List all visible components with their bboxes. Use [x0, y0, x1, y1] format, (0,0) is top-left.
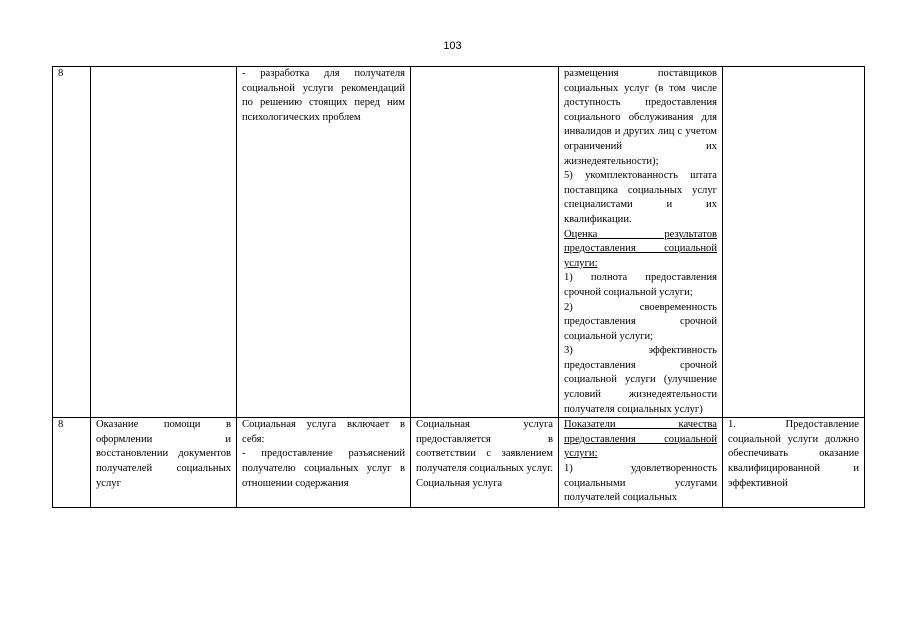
indicator-paragraph: 5) укомплектованность штата поставщика социальных услуг специалистами и их квалификации. — [564, 170, 717, 225]
quality-indicators-cell — [559, 418, 723, 508]
indicator-paragraph: 2) своевременность предоставления срочной социальной услуги; — [564, 301, 717, 342]
requirements-cell: 1. Предоставление социальной услуги должно обеспечивать оказание квалифицированной и эффективной — [723, 418, 865, 508]
row-number-cell: 8 — [53, 418, 91, 508]
indicator-heading: Оценка результатов предоставления социальной услуги: — [564, 228, 717, 269]
service-name-cell — [91, 67, 237, 418]
service-content-cell — [237, 418, 411, 508]
table-row — [53, 67, 865, 418]
indicator-paragraph: размещения поставщиков социальных услуг (в том числе доступность предоставления социального обслуживания для инвалидов и других лиц с учетом ограничений их жизнедеятельности); — [564, 68, 717, 167]
conditions-cell — [411, 67, 559, 418]
content-paragraph: - предоставление разъяснений получателю социальных услуг в отношении содержания — [242, 448, 405, 489]
indicator-heading: Показатели качества предоставления социальной услуги: — [564, 419, 717, 460]
indicator-paragraph: 1) удовлетворенность социальными услугами получателей социальных — [564, 463, 717, 504]
requirements-cell — [723, 67, 865, 418]
quality-indicators-cell — [559, 67, 723, 418]
conditions-cell: Социальная услуга предоставляется в соответствии с заявлением получателя социальных услуг. Социальная услуга — [411, 418, 559, 508]
indicator-paragraph: 3) эффективность предоставления срочной социальной услуги (улучшение условий жизнедеятельности получателя социальных услуг) — [564, 345, 717, 415]
row-number-cell: 8 — [53, 67, 91, 418]
indicator-paragraph: 1) полнота предоставления срочной социальной услуги; — [564, 272, 717, 298]
services-table — [52, 66, 865, 508]
content-paragraph: - разработка для получателя социальной услуги рекомендаций по решению стоящих перед ним психологических проблем — [242, 68, 405, 123]
service-content-cell — [237, 67, 411, 418]
content-paragraph: Социальная услуга включает в себя: — [242, 419, 405, 445]
table-row — [53, 418, 865, 508]
service-name-cell: Оказание помощи в оформлении и восстановлении документов получателей социальных услуг — [91, 418, 237, 508]
page-number: 103 — [443, 40, 462, 52]
